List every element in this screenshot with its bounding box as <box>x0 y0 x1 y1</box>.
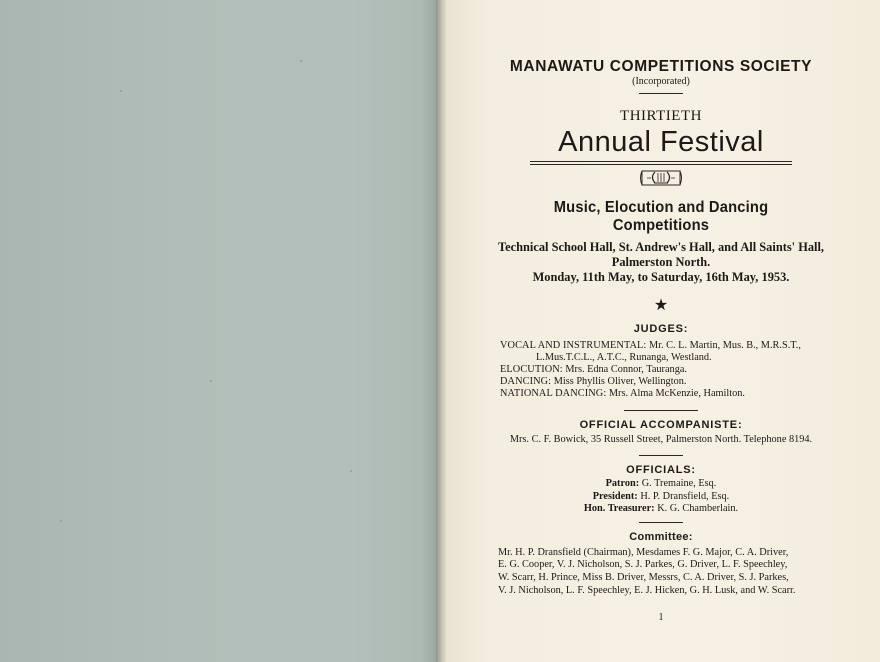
judge-line <box>500 376 824 388</box>
judge-name: Miss Phyllis Oliver, Wellington. <box>553 376 687 387</box>
incorporated-note: (Incorporated) <box>632 76 690 87</box>
paper-speck <box>120 90 122 92</box>
divider <box>639 455 683 456</box>
committee-line: W. Scarr, H. Prince, Miss B. Driver, Messrs, C. A. Driver, S. J. Parkes, <box>498 572 789 584</box>
treasurer-label: Hon. Treasurer: <box>583 503 655 514</box>
judge-line <box>500 364 824 376</box>
patron-name: G. Tremaine, Esq. <box>641 478 717 489</box>
judges-heading: JUDGES: <box>633 323 689 335</box>
judge-role: VOCAL AND INSTRUMENTAL: <box>500 340 647 351</box>
page-number: 1 <box>658 611 664 623</box>
committee-line: E. G. Cooper, V. J. Nicholson, S. J. Parkes, G. Driver, L. F. Speechley, <box>498 559 788 571</box>
competitions-title: Music, Elocution and Dancing Competitions <box>553 199 769 234</box>
society-name: MANAWATU COMPETITIONS SOCIETY <box>509 58 813 75</box>
divider <box>624 410 698 411</box>
judge-line <box>500 388 824 400</box>
committee-members <box>498 547 824 598</box>
venue-line-2: Palmerston North. <box>611 255 711 269</box>
paper-speck <box>350 470 352 472</box>
patron-label: Patron: <box>605 478 640 489</box>
lyre-ornament-icon <box>639 169 683 187</box>
judge-line <box>500 352 824 364</box>
judge-name: Mrs. Edna Connor, Tauranga. <box>565 364 688 375</box>
accompaniste-text: Mrs. C. F. Bowick, 35 Russell Street, Palmerston North. Telephone 8194. <box>509 434 813 445</box>
judge-role: DANCING: <box>500 376 552 387</box>
officials-heading: OFFICIALS: <box>626 464 696 476</box>
judge-name: Mrs. Alma McKenzie, Hamilton. <box>608 388 745 399</box>
president-name: H. P. Dransfield, Esq. <box>640 490 730 502</box>
title-page-content <box>498 56 824 623</box>
committee-line: Mr. H. P. Dransfield (Chairman), Mesdames F. G. Major, C. A. Driver, <box>498 546 789 558</box>
president-row <box>498 491 824 504</box>
president-label: President: <box>592 490 638 502</box>
judges-list <box>500 340 824 400</box>
judge-line <box>500 340 824 352</box>
patron-row <box>498 478 824 491</box>
divider <box>639 93 683 94</box>
treasurer-name: K. G. Chamberlain. <box>657 503 739 514</box>
judge-role: NATIONAL DANCING: <box>500 388 607 399</box>
divider <box>639 522 683 523</box>
double-rule <box>530 161 792 165</box>
paper-speck <box>300 60 302 62</box>
judge-name: L.Mus.T.C.L., A.T.C., Runanga, Westland. <box>536 352 712 363</box>
judge-name: Mr. C. L. Martin, Mus. B., M.R.S.T., <box>648 340 801 351</box>
festival-ordinal: THIRTIETH <box>620 108 702 124</box>
committee-line: V. J. Nicholson, L. F. Speechley, E. J. Hicken, G. H. Lusk, and W. Scarr. <box>498 584 796 596</box>
accompaniste-heading: OFFICIAL ACCOMPANISTE: <box>579 419 743 431</box>
paper-speck <box>210 380 212 382</box>
back-cover-page <box>0 0 438 662</box>
star-icon: ★ <box>653 297 669 314</box>
festival-dates: Monday, 11th May, to Saturday, 16th May, 1953. <box>532 270 790 284</box>
venue-line-1: Technical School Hall, St. Andrew's Hall, and All Saints' Hall, <box>498 240 825 254</box>
judge-role: ELOCUTION: <box>500 364 563 375</box>
festival-title: Annual Festival <box>558 126 764 158</box>
committee-heading: Committee: <box>629 530 693 543</box>
paper-speck <box>60 520 62 522</box>
treasurer-row <box>498 503 824 516</box>
